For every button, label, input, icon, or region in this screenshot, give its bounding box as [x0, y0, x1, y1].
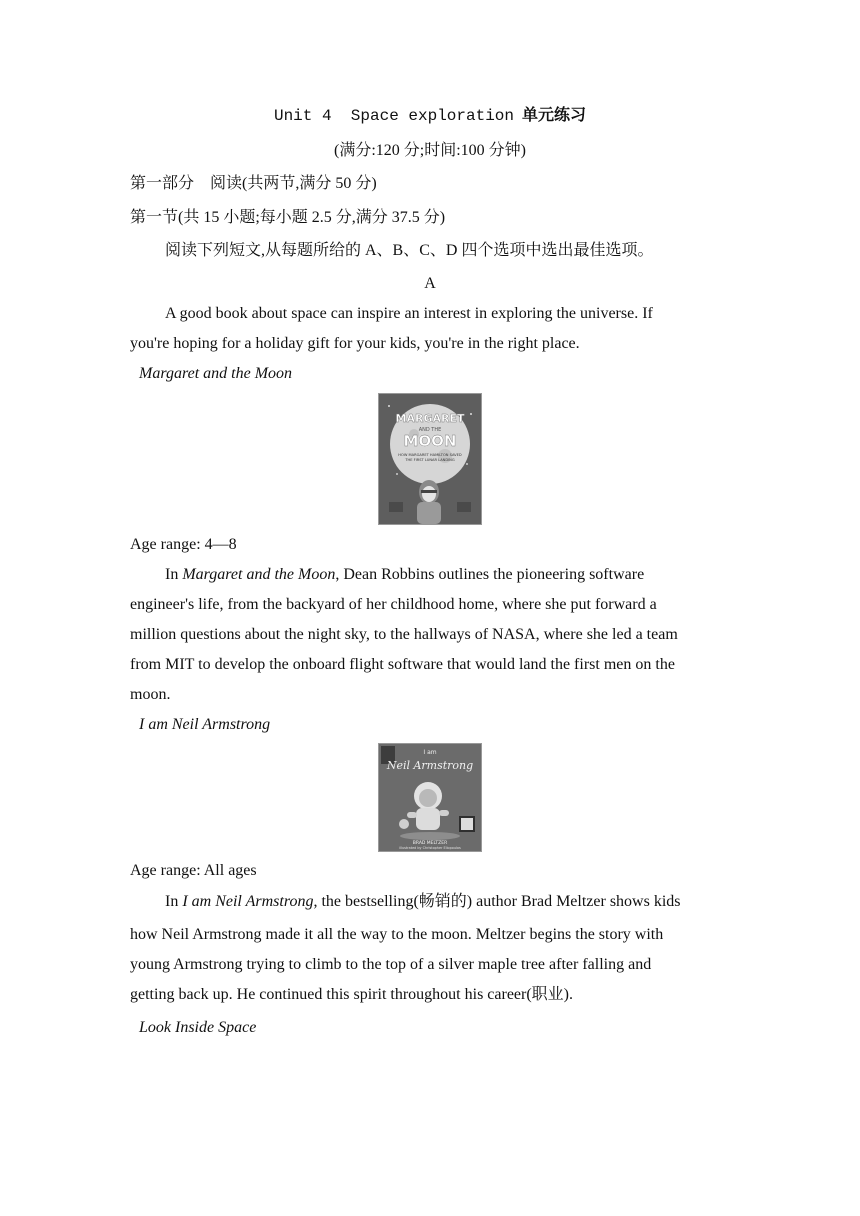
book2-desc-in: In — [165, 893, 183, 910]
book2-cover-small: I am — [423, 749, 437, 756]
book1-desc-line-5: moon. — [130, 686, 171, 703]
book1-desc-line-2: engineer's life, from the backyard of her childhood home, where she put forward a — [130, 596, 657, 613]
subsection-heading: 第一节(共 15 小题;每小题 2.5 分,满分 37.5 分) — [130, 209, 446, 226]
book1-desc-line-1 — [165, 565, 644, 585]
score-time: (满分:120 分;时间:100 分钟) — [334, 142, 526, 159]
passage-letter: A — [424, 275, 436, 292]
book2-title: I am Neil Armstrong — [139, 716, 271, 733]
book1-desc-in: In — [165, 566, 183, 583]
book1-cover-title-mid: AND THE — [418, 427, 442, 433]
book1-desc-title: Margaret and the Moon — [182, 566, 336, 583]
book2-desc-line-4: getting back up. He continued this spirit throughout his career(职业). — [130, 986, 574, 1003]
intro-line-2: you're hoping for a holiday gift for your kids, you're in the right place. — [130, 335, 580, 352]
book3-title: Look Inside Space — [139, 1019, 257, 1036]
part-heading: 第一部分 阅读(共两节,满分 50 分) — [130, 175, 377, 192]
book2-cover-art — [379, 744, 481, 851]
book1-desc-line-4: from MIT to develop the onboard flight software that would land the first men on the — [130, 656, 675, 673]
page-title — [0, 105, 860, 126]
book1-desc-line-3: million questions about the night sky, to the hallways of NASA, where she led a team — [130, 626, 678, 643]
book2-desc-line-3: young Armstrong trying to climb to the top of a silver maple tree after falling and — [130, 956, 652, 973]
book1-title: Margaret and the Moon — [139, 365, 293, 382]
book1-cover-subtitle-1: HOW MARGARET HAMILTON SAVED — [398, 453, 462, 457]
book1-age-range: Age range: 4—8 — [130, 536, 237, 553]
book1-cover-subtitle-2: THE FIRST LUNAR LANDING — [405, 458, 455, 462]
book2-cover-author: BRAD MELTZER — [412, 841, 448, 846]
book1-cover-art — [379, 394, 481, 524]
book2-cover-illustrator: illustrated by Christopher Eliopoulos — [399, 846, 461, 850]
title-english: Unit 4 Space exploration — [273, 107, 515, 125]
book1-cover-image — [378, 393, 482, 525]
book2-desc-title: I am Neil Armstrong — [182, 893, 314, 910]
book1-cover-title-top: MARGARET — [395, 412, 465, 425]
book1-desc-line-1-rest: , Dean Robbins outlines the pioneering software — [335, 566, 645, 583]
book2-cover-image — [378, 743, 482, 852]
book2-cover-name: Neil Armstrong — [386, 759, 474, 772]
intro-line-1: A good book about space can inspire an interest in exploring the universe. If — [165, 305, 653, 322]
title-chinese: 单元练习 — [522, 105, 587, 124]
book1-cover-title-bottom: MOON — [403, 432, 457, 450]
instruction: 阅读下列短文,从每题所给的 A、B、C、D 四个选项中选出最佳选项。 — [165, 242, 654, 259]
book2-desc-line-1 — [165, 892, 681, 912]
book2-age-range: Age range: All ages — [130, 862, 257, 879]
book2-desc-line-1-rest: , the bestselling(畅销的) author Brad Meltzer shows kids — [313, 893, 681, 910]
book2-desc-line-2: how Neil Armstrong made it all the way to the moon. Meltzer begins the story with — [130, 926, 664, 943]
